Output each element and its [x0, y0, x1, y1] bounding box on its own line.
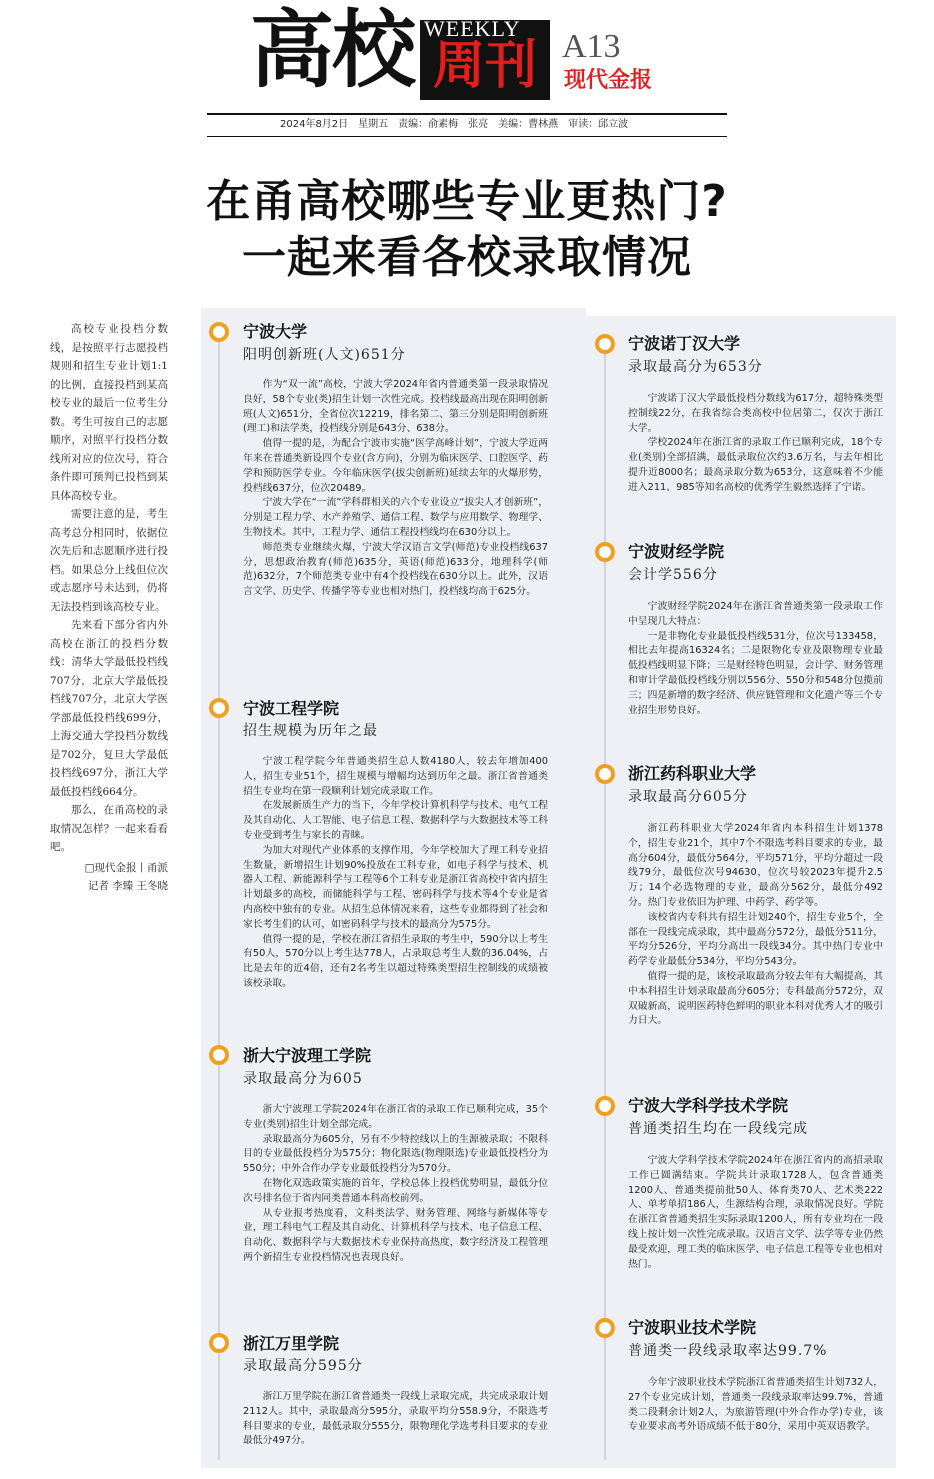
section-title: 宁波工程学院 [243, 699, 340, 718]
section-title: 浙大宁波理工学院 [243, 1046, 372, 1065]
section-paragraph: 宁波诺丁汉大学最低投档分数线为617分，超特殊类型控制线22分，在我省综合类高校中位居第二，仅次于浙江大学。 [628, 393, 883, 434]
section-paragraph: 值得一提的是，该校录取最高分较去年有大幅提高，其中本科招生计划录取最高分605分；专科最高分572分，双双破新高，说明医药特色鲜明的职业本科对优秀人才的吸引力日大。 [628, 970, 883, 1027]
section-subtitle: 招生规模为历年之最 [243, 723, 378, 739]
section-subtitle: 录取最高分595分 [243, 1358, 363, 1374]
headline-line-2: 一起来看各校录取情况 [242, 232, 692, 283]
section-paragraph: 录取最高分为605分，另有不少特控线以上的生源被录取；不限科目的专业最低投档分为575分；物化限选(物理限选)专业最低投档分为550分；中外合作办学专业最低投档分为570分。 [243, 1133, 548, 1175]
section-subtitle: 会计学556分 [628, 567, 718, 583]
timeline-dot-icon [209, 322, 229, 342]
intro-paragraph: 高校专业投档分数线，是按照平行志愿投档规则和招生专业计划1:1的比例，直接投档到某高校专业的最后一位考生分数。考生可按自己的志愿顺序，对照平行投档分数线所对应的位次号，符合条件即可预判已投档到某具体高校专业。 [50, 323, 168, 502]
masthead-rule-bottom [207, 136, 727, 137]
left-timeline [218, 330, 220, 1460]
section-subtitle: 普通类招生均在一段线完成 [628, 1121, 808, 1137]
section-paragraph: 为加大对现代产业体系的支撑作用，今年学校加大了理工科专业招生数量，新增招生计划90%投放在工科专业，如电子科学与技术、机器人工程、新能源科学与工程等6个工科专业是浙江省高校中省内招生计划最多的高校，而储能科学与工程、密码科学与技术等4个专业是省内高校中独有的专业。从招生总体情况来看，这些专业都得到了社会和家长考生们的认可，如密码科学与技术的最高分为575分。 [243, 844, 548, 930]
section-subtitle: 普通类一段线录取率达99.7% [628, 1343, 828, 1359]
section-body [628, 1376, 883, 1435]
section-title: 浙江药科职业大学 [628, 764, 757, 783]
weekly-zh-label: 周刊 [432, 35, 537, 96]
weekly-en-label: WEEKLY [424, 16, 521, 41]
section-subtitle: 录取最高分605分 [628, 789, 748, 805]
section-paragraph: 作为“双一流”高校，宁波大学2024年省内普通类第一段录取情况良好，58个专业(类)招生计划一次性完成。投档线最高出现在阳明创新班(人文)651分，全省位次12219，排名第二、第三分别是阳明创新班(理工)和法学类，投档线分别是643分、638分。 [243, 379, 548, 435]
timeline-dot-icon [595, 542, 615, 562]
timeline-dot-icon [595, 1096, 615, 1116]
section-title: 宁波财经学院 [628, 542, 725, 561]
section-paragraph: 一是非物化专业最低投档线531分，位次号133458，相比去年提高16324名；二是限物化专业及限物理专业最低投档线明显下降；三是财经特色明显，会计学、财务管理和审计学最低投档线分别以556分、550分和548分包揽前三；四是新增的数字经济、供应链管理和文化遗产等三个专业招生形势良好。 [628, 630, 883, 716]
masthead-title: 高校 [250, 0, 415, 99]
timeline-dot-icon [595, 334, 615, 354]
section-paragraph: 宁波财经学院2024年在浙江省普通类第一段录取工作中呈现几大特点： [628, 601, 883, 627]
section-subtitle: 阳明创新班(人文)651分 [243, 347, 406, 363]
section-body [243, 1103, 548, 1266]
section-paragraph: 学校2024年在浙江省的录取工作已顺利完成，18个专业(类别)全部招满，最低录取位次约3.6万名，与去年相比提升近8000名；最高录取分数为653分，这意味着不少能进入211、985等知名高校的优秀学生毅然选择了宁诺。 [628, 437, 883, 493]
section-body [243, 1390, 548, 1449]
byline: □现代金报丨甬派 记者 李臻 王冬晓 [84, 861, 168, 892]
section-body [628, 1154, 883, 1272]
timeline-dot-icon [595, 1318, 615, 1338]
headline-line-1: 在甬高校哪些专业更热门? [206, 176, 728, 227]
section-body [628, 822, 883, 1029]
section-paragraph: 在发展新质生产力的当下，今年学校计算机科学与技术、电气工程及其自动化、人工智能、电子信息工程、数据科学与大数据技术等工科专业受到考生与家长的青睐。 [243, 800, 548, 841]
section-paragraph: 师范类专业继续火爆，宁波大学汉语言文学(师范)专业投档线637分，思想政治教育(师范)635分，英语(师范)633分，地理科学(师范)632分，7个师范类专业中有4个投档线在630分以上。此外，汉语言文学、历史学、传播学等专业也相对热门，投档线均高于625分。 [243, 541, 548, 598]
timeline-dot-icon [209, 1333, 229, 1353]
section-subtitle: 录取最高分为605 [243, 1071, 363, 1087]
section-paragraph: 浙大宁波理工学院2024年在浙江省的录取工作已顺利完成，35个专业(类别)招生计划全部完成。 [243, 1104, 548, 1130]
intro-paragraph: 那么，在甬高校的录取情况怎样？一起来看看吧。 [50, 804, 168, 853]
section-title: 宁波大学 [243, 322, 308, 341]
timeline-dot-icon [209, 1045, 229, 1065]
masthead-rule-top [207, 113, 727, 115]
page-number: A13 [562, 28, 621, 65]
section-body [628, 600, 883, 718]
section-paragraph: 宁波大学在“一流”学科群相关的六个专业设立“拔尖人才创新班”，分别是工程力学、水产养殖学、通信工程、数学与应用数学、物理学、生物技术。其中，工程力学、通信工程投档线均在630分以上。 [243, 497, 548, 538]
section-paragraph: 该校省内专科共有招生计划240个，招生专业5个，全部在一段线完成录取，其中最高分572分，最低分511分，平均分526分，平均分高出一段线34分。其中热门专业中药学专业最低分534分，平均分543分。 [628, 911, 883, 968]
section-title: 浙江万里学院 [243, 1334, 340, 1353]
section-title: 宁波大学科学技术学院 [628, 1096, 789, 1115]
right-timeline [604, 345, 606, 1460]
section-paragraph: 从专业报考热度看，文科类法学、财务管理、网络与新媒体等专业，理工科电气工程及其自动化、计算机科学与技术、电子信息工程、自动化、数据科学与大数据技术专业保持高热度，数字经济及工程管理两个新招生专业投档情况也表现良好。 [243, 1207, 548, 1263]
section-paragraph: 今年宁波职业技术学院浙江省普通类招生计划732人，27个专业完成计划，普通类一段线录取率达99.7%，普通类二段剩余计划2人，为旅游管理(中外合作办学)专业，该专业要求高考外语成绩不低于80分，采用中英双语教学。 [628, 1377, 883, 1433]
section-title: 宁波诺丁汉大学 [628, 334, 741, 353]
section-paragraph: 浙江药科职业大学2024年省内本科招生计划1378个，招生专业21个，其中7个不限选考科目要求的专业，最高分604分，最低分564分，平均571分，平均分超过一段线79分，最低位次号94630，位次号较2023年提升2.5万；14个必选物理的专业，最高分562分，最低分492分。热门专业依旧为护理、中药学、药学等。 [628, 823, 883, 908]
newspaper-name: 现代金报 [564, 68, 653, 93]
section-body [243, 755, 548, 992]
timeline-dot-icon [595, 764, 615, 784]
section-paragraph: 值得一提的是，学校在浙江省招生录取的考生中，590分以上考生有50人，570分以上考生达778人，占录取总考生人数的36.04%，占比是去年的近4倍，还有2名考生以超过特殊类型招生控制线的成绩被该校录取。 [243, 933, 548, 989]
section-body [243, 378, 548, 600]
intro-paragraph: 需要注意的是，考生高考总分相同时，依据位次先后和志愿顺序进行投档。如果总分上线但位次或志愿序号未达到，仍将无法投档到该高校专业。 [50, 508, 168, 613]
section-paragraph: 宁波大学科学技术学院2024年在浙江省内的高招录取工作已圆满结束。学院共计录取1728人，包含普通类1200人、普通类提前批50人、体育类70人、艺术类222人、单考单招186人，生源结构合理，录取情况良好。学院在浙江省普通类招生实际录取1200人，所有专业均在一段线上按计划一次性完成录取。汉语言文学、法学等专业仍然最受欢迎，理工类的临床医学、电子信息工程等专业也相对热门。 [628, 1155, 883, 1270]
section-paragraph: 浙江万里学院在浙江省普通类一段线上录取完成，共完成录取计划2112人。其中，录取最高分595分，录取平均分558.9分，不限选考科目要求的专业，最低录取分555分，限物理化学选考科目要求的专业最低分497分。 [243, 1391, 548, 1447]
issue-info-line: 2024年8月2日 星期五 责编：俞素梅 张亮 美编：曹林燕 审读：邱立波 [280, 119, 629, 130]
intro-paragraph: 先来看下部分省内外高校在浙江的投档分数线：清华大学最低投档线707分，北京大学最低投档线707分，北京大学医学部最低投档线699分，上海交通大学投档分数线是702分，复旦大学最低投档线697分，浙江大学最低投档线664分。 [50, 619, 168, 798]
section-paragraph: 在物化双选政策实施的首年，学校总体上投档优势明显，最低分位次号排名位于省内同类普通本科高校前列。 [243, 1177, 548, 1204]
section-paragraph: 宁波工程学院今年普通类招生总人数4180人，较去年增加400人，招生专业51个，招生规模与增幅均达到历年之最。浙江省普通类招生专业均在第一段顺利计划完成录取工作。 [243, 756, 548, 797]
section-title: 宁波职业技术学院 [628, 1318, 757, 1337]
timeline-dot-icon [209, 698, 229, 718]
section-body [628, 392, 883, 496]
intro-column [50, 320, 168, 896]
section-subtitle: 录取最高分为653分 [628, 359, 763, 375]
section-paragraph: 值得一提的是，为配合宁波市实施“医学高峰计划”，宁波大学近两年来在普通类新设四个专业(含方向)，分别为临床医学、口腔医学、药学和预防医学专业。今年临床医学(拔尖创新班)延续去年的火爆形势，投档线637分，位次20489。 [243, 438, 548, 494]
